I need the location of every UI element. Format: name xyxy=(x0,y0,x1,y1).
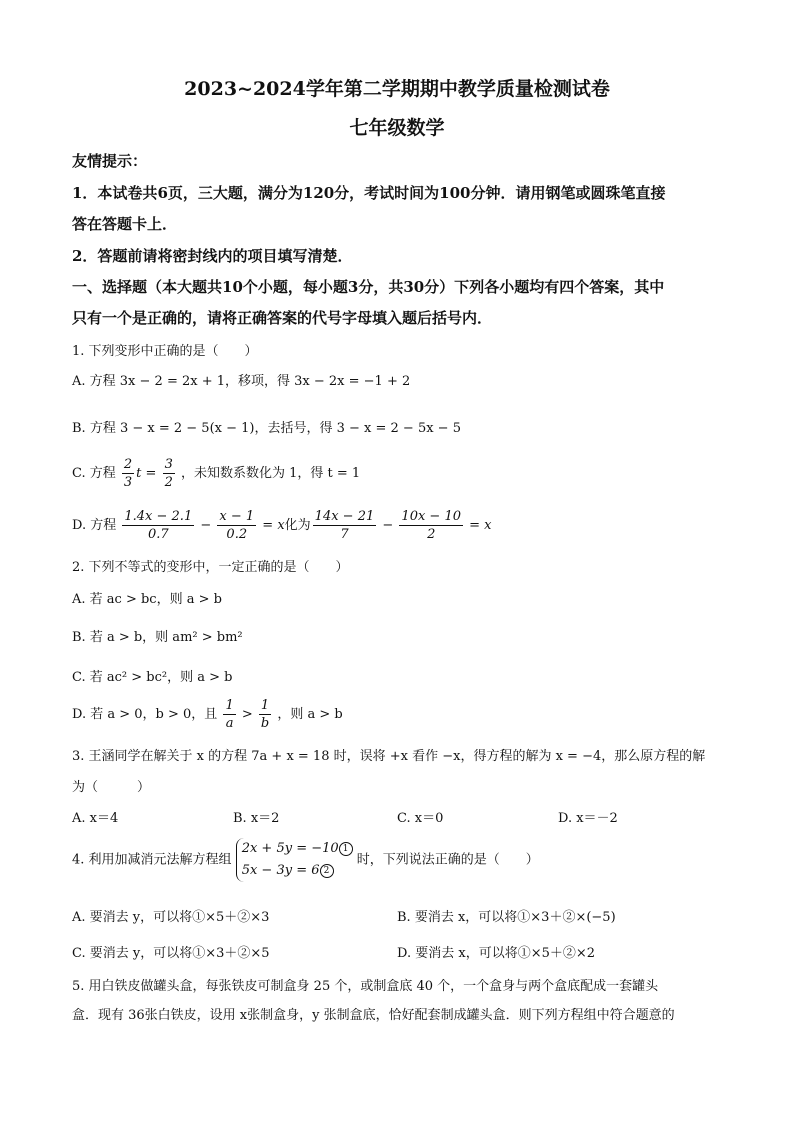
q2-option-a: A. 若 ac > bc，则 a > b xyxy=(72,592,222,607)
q1-option-d-mid: 化为 xyxy=(284,518,311,533)
section-1-line-1: 一、选择题（本大题共10个小题，每小题3分，共30分）下列各小题均有四个答案，其中 xyxy=(72,278,665,296)
q1-stem: 1. 下列变形中正确的是（ ） xyxy=(72,344,258,359)
frac-num: 1 xyxy=(259,697,271,715)
minus-sign: − xyxy=(378,518,398,533)
frac-num: x − 1 xyxy=(219,509,255,524)
q3-option-d: D. x＝－2 xyxy=(558,811,618,826)
frac-den: a xyxy=(225,716,234,731)
q4-option-d: D. 要消去 x，可以将①×5＋②×2 xyxy=(397,946,596,961)
q4-option-b: B. 要消去 x，可以将①×3＋②×(−5) xyxy=(397,910,616,925)
q1-option-a: A. 方程 3x − 2 = 2x + 1，移项，得 3x − 2x = −1 + 2 xyxy=(72,374,411,389)
exam-title: 2023~2024学年第二学期期中教学质量检测试卷 xyxy=(184,78,610,100)
q2-option-d-prefix: D. 若 a > 0，b > 0，且 xyxy=(72,707,218,722)
q4-stem xyxy=(72,838,539,882)
q3-stem-line-1: 3. 王涵同学在解关于 x 的方程 7a + x = 18 时，误将 +x 看作 −x，得方程的解为 x = −4，那么原方程的解 xyxy=(72,749,706,764)
circled-2-mark: 2 xyxy=(320,864,334,878)
q5-line-2: 盒．现有 36张白铁皮，设用 x张制盒身，y 张制盒底，恰好配套制成罐头盒．则下列方程组中符合题意的 xyxy=(72,1008,675,1023)
equals-x: = x xyxy=(258,518,285,533)
notes-item-2: 2．答题前请将密封线内的项目填写清楚． xyxy=(72,247,353,265)
q1-option-c xyxy=(72,456,360,491)
frac-num: 2 xyxy=(123,457,133,472)
minus-sign: − xyxy=(196,518,216,533)
exam-subtitle: 七年级数学 xyxy=(349,117,445,139)
equation-1 xyxy=(242,841,353,856)
fraction-d3 xyxy=(313,508,377,543)
q5-line-1: 5. 用白铁皮做罐头盒，每张铁皮可制盒身 25 个，或制盒底 40 个，一个盒身与两个盒底配成一套罐头 xyxy=(72,979,659,994)
frac-num: 1 xyxy=(225,698,234,713)
q2-option-d xyxy=(72,697,343,732)
q2-stem: 2. 下列不等式的变形中，一定正确的是（ ） xyxy=(72,560,349,575)
q4-stem-prefix: 4. 利用加减消元法解方程组 xyxy=(72,852,232,868)
frac-num: 14x − 21 xyxy=(314,509,375,524)
frac-num: 10x − 10 xyxy=(401,509,461,524)
q3-option-b: B. x＝2 xyxy=(233,811,280,826)
frac-den: 0.2 xyxy=(226,527,248,542)
equation-system xyxy=(236,838,353,882)
frac-den: b xyxy=(260,716,270,731)
equation-2-text: 5x − 3y = 6 xyxy=(241,863,320,878)
equals-sign: = xyxy=(141,466,161,481)
q4-option-c: C. 要消去 y，可以将①×3＋②×5 xyxy=(72,946,270,961)
notes-heading: 友情提示： xyxy=(72,152,148,170)
q2-option-c: C. 若 ac² > bc²，则 a > b xyxy=(72,670,233,685)
q1-option-d xyxy=(72,508,492,543)
frac-num: 3 xyxy=(164,457,173,472)
frac-num: 1.4x − 2.1 xyxy=(124,509,193,524)
q3-stem-line-2: 为（ ） xyxy=(72,780,151,795)
notes-item-1-line-2: 答在答题卡上． xyxy=(72,215,178,233)
q2-option-b: B. 若 a > b，则 am² > bm² xyxy=(72,630,243,645)
section-1-line-2: 只有一个是正确的，请将正确答案的代号字母填入题后括号内． xyxy=(72,309,493,327)
equation-1-text: 2x + 5y = −10 xyxy=(241,841,339,856)
frac-den: 7 xyxy=(340,527,349,542)
frac-den: 2 xyxy=(164,475,173,490)
circled-1-mark: 1 xyxy=(339,842,353,856)
q2-option-d-suffix: ，则 a > b xyxy=(277,707,343,722)
q1-option-c-prefix: C. 方程 xyxy=(72,466,116,481)
equals-x: = x xyxy=(465,518,492,533)
q4-stem-suffix: 时，下列说法正确的是（ ） xyxy=(356,852,539,868)
fraction-2-3 xyxy=(122,456,134,491)
fraction-1-b xyxy=(259,697,271,732)
q1-option-b: B. 方程 3 − x = 2 − 5(x − 1)，去括号，得 3 − x = 2 − 5x − 5 xyxy=(72,421,461,436)
q4-option-a: A. 要消去 y，可以将①×5＋②×3 xyxy=(72,910,270,925)
q3-option-c: C. x＝0 xyxy=(397,811,444,826)
var-t: t xyxy=(136,466,142,481)
fraction-3-2 xyxy=(163,456,175,491)
q3-option-a: A. x＝4 xyxy=(72,811,119,826)
fraction-d2 xyxy=(217,508,256,543)
notes-item-1-line-1: 1．本试卷共6页，三大题，满分为120分，考试时间为100分钟．请用钢笔或圆珠笔直接 xyxy=(72,184,666,202)
frac-den: 2 xyxy=(427,527,436,542)
frac-den: 3 xyxy=(123,475,133,490)
q1-option-c-suffix: ，未知数系数化为 1，得 t = 1 xyxy=(181,466,361,481)
fraction-d4 xyxy=(399,508,463,543)
fraction-1-a xyxy=(223,697,235,732)
q1-option-d-prefix: D. 方程 xyxy=(72,518,117,533)
greater-than: > xyxy=(237,707,257,722)
fraction-d1 xyxy=(122,508,194,543)
frac-den: 0.7 xyxy=(147,527,169,542)
equation-2 xyxy=(242,863,334,878)
